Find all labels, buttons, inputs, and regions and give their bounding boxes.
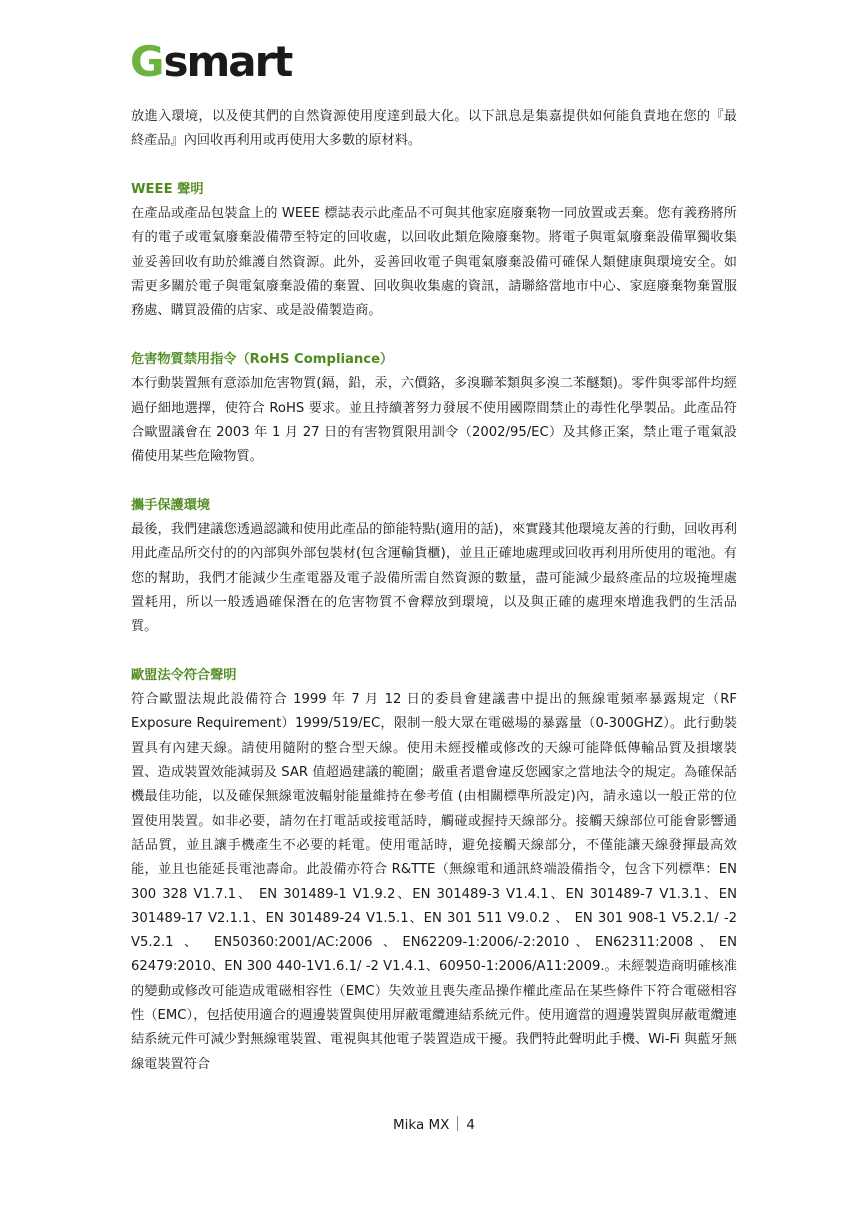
environment-heading: 攜手保護環境 — [131, 497, 211, 513]
eu-compliance-heading: 歐盟法令符合聲明 — [131, 667, 237, 683]
weee-heading: WEEE 聲明 — [131, 181, 204, 197]
weee-paragraph: 在產品或產品包裝盒上的 WEEE 標誌表示此產品不可與其他家庭廢棄物一同放置或丟棄。您有義務將所有的電子或電氣廢棄設備帶至特定的回收處，以回收此類危險廢棄物。將電子與電氣廢棄設備單獨收集並妥善回收有助於維護自然資源。此外，妥善回收電子與電氣廢棄設備可確保人類健康與環境安全。如需更多關於電子與電氣廢棄設備的棄置、回收與收集處的資訊，請聯絡當地市中心、家庭廢棄物棄置服務處、購買設備的店家、或是設備製造商。 — [131, 206, 737, 319]
rohs-heading: 危害物質禁用指令（RoHS Compliance） — [131, 351, 394, 367]
eu-compliance-paragraph: 符合歐盟法規此設備符合 1999 年 7 月 12 日的委員會建議書中提出的無線電頻率暴露規定（RF Exposure Requirement）1999/519/EC，限制一般大眾在電磁場的暴露量（0-300GHZ）。此行動裝置具有內建天線。請使用隨附的整合型天線。使用未經授權或修改的天線可能降低傳輸品質及損壞裝置、造成裝置效能減弱及 SAR 值超過建議的範圍；嚴重者還會違反您國家之當地法令的規定。為確保話機最佳功能，以及確保無線電波輻射能量維持在參考值 (由相關標準所設定)內，請永遠以一般正常的位置使用裝置。如非必要，請勿在打電話或接電話時，觸碰或握持天線部分。接觸天線部位可能會影響通話品質，並且讓手機產生不必要的耗電。使用電話時，避免接觸天線部分，不僅能讓天線發揮最高效能，並且也能延長電池壽命。此設備亦符合 R&TTE（無線電和通訊終端設備指令，包含下列標準：EN 300 328 V1.7.1、 EN 301489-1 V1.9.2、EN 301489-3 V1.4.1、EN 301489-7 V1.3.1、EN 301489-17 V2.1.1、EN 301489-24 V1.5.1、EN 301 511 V9.0.2 、 EN 301 908-1 V5.2.1/ -2 V5.2.1 、 EN50360:2001/AC:2006 、EN62209-1:2006/-2:2010、EN62311:2008、EN 62479:2010、EN 300 440-1V1.6.1/ -2 V1.4.1、60950-1:2006/A11:2009.。未經製造商明確核准的變動或修改可能造成電磁相容性（EMC）失效並且喪失產品操作權此產品在某些條件下符合電磁相容性（EMC），包括使用適合的週邊裝置與使用屏蔽電纜連結系統元件。使用適當的週邊裝置與屏蔽電纜連結系統元件可減少對無線電裝置、電視與其他電子裝置造成干擾。我們特此聲明此手機、Wi-Fi 與藍牙無線電裝置符合 — [131, 692, 737, 1072]
footer-model: Mika MX — [392, 1117, 450, 1133]
footer-separator — [457, 1116, 458, 1131]
logo-wordmark: smart — [163, 37, 292, 86]
page-footer — [0, 1116, 868, 1133]
logo-g-letter: G — [130, 37, 164, 86]
environment-paragraph: 最後，我們建議您透過認識和使用此產品的節能特點(適用的話)，來實踐其他環境友善的行動，回收再利用此產品所交付的的內部與外部包裝材(包含運輸貨櫃)，並且正確地處理或回收再利用所使用的電池。有您的幫助，我們才能減少生產電器及電子設備所需自然資源的數量，盡可能減少最終產品的垃圾掩埋處置耗用，所以一般透過確保潛在的危害物質不會釋放到環境，以及與正確的處理來增進我們的生活品質。 — [131, 522, 737, 635]
document-body — [131, 105, 737, 1077]
page-number: 4 — [466, 1117, 476, 1133]
gsmart-logo — [130, 36, 291, 84]
intro-paragraph: 放進入環境，以及使其們的自然資源使用度達到最大化。以下訊息是集嘉提供如何能負責地在您的『最終產品』內回收再利用或再使用大多數的原材料。 — [131, 109, 737, 149]
rohs-paragraph: 本行動裝置無有意添加危害物質(鎘，鉛，汞，六價鉻，多溴聯苯類與多溴二苯醚類)。零件與零部件均經過仔細地選擇，使符合 RoHS 要求。並且持續著努力發展不使用國際間禁止的毒性化學製品。此產品符合歐盟議會在 2003 年 1 月 27 日的有害物質限用訓令（2002/95/EC）及其修正案，禁止電子電氣設備使用某些危險物質。 — [131, 376, 737, 465]
